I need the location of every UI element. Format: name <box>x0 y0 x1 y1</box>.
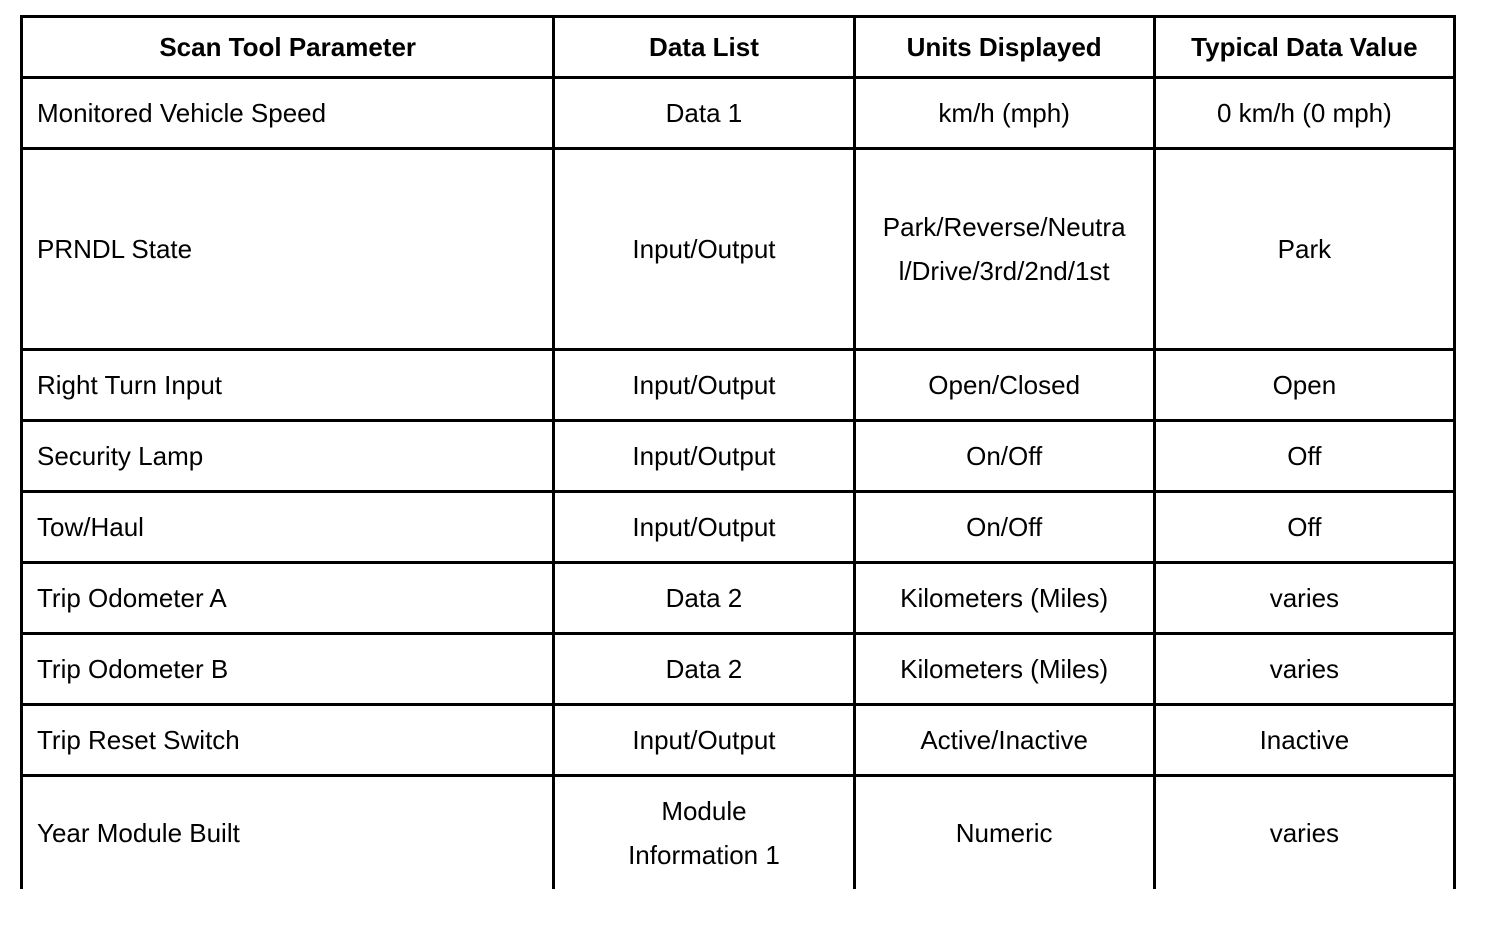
table-row <box>22 421 1455 492</box>
cell-data-list: Input/Output <box>554 421 854 492</box>
cell-parameter: PRNDL State <box>22 149 554 350</box>
table-row <box>22 350 1455 421</box>
table-row <box>22 78 1455 149</box>
cell-parameter: Security Lamp <box>22 421 554 492</box>
cell-units: Kilometers (Miles) <box>854 563 1154 634</box>
cell-data-list: Input/Output <box>554 149 854 350</box>
cell-data-list: Data 1 <box>554 78 854 149</box>
cell-units: On/Off <box>854 421 1154 492</box>
cell-parameter: Tow/Haul <box>22 492 554 563</box>
cell-data-list: Data 2 <box>554 634 854 705</box>
cell-parameter: Right Turn Input <box>22 350 554 421</box>
cell-units: Active/Inactive <box>854 705 1154 776</box>
header-units-displayed: Units Displayed <box>854 17 1154 78</box>
table-row <box>22 149 1455 350</box>
table-row <box>22 563 1455 634</box>
cell-units: On/Off <box>854 492 1154 563</box>
cell-parameter: Trip Odometer A <box>22 563 554 634</box>
scan-tool-parameter-table <box>20 15 1456 889</box>
table-body <box>22 78 1455 890</box>
table-row <box>22 776 1455 890</box>
table-row <box>22 634 1455 705</box>
header-typical-data-value: Typical Data Value <box>1154 17 1454 78</box>
cell-parameter: Year Module Built <box>22 776 554 890</box>
table-row <box>22 705 1455 776</box>
cell-units: km/h (mph) <box>854 78 1154 149</box>
cell-data-list: Input/Output <box>554 350 854 421</box>
cell-data-list: Input/Output <box>554 492 854 563</box>
cell-typical-value: Park <box>1154 149 1454 350</box>
cell-data-list <box>554 776 854 890</box>
cell-units <box>854 149 1154 350</box>
cell-typical-value: varies <box>1154 776 1454 890</box>
cell-data-list: Input/Output <box>554 705 854 776</box>
cell-typical-value: 0 km/h (0 mph) <box>1154 78 1454 149</box>
header-scan-tool-parameter: Scan Tool Parameter <box>22 17 554 78</box>
units-wrapped-text: Park/Reverse/Neutral/Drive/3rd/2nd/1st <box>882 212 1126 286</box>
data-list-wrapped-text: Module Information 1 <box>628 796 780 870</box>
cell-units: Numeric <box>854 776 1154 890</box>
cell-parameter: Monitored Vehicle Speed <box>22 78 554 149</box>
cell-data-list: Data 2 <box>554 563 854 634</box>
cell-parameter: Trip Odometer B <box>22 634 554 705</box>
cell-units: Kilometers (Miles) <box>854 634 1154 705</box>
header-row <box>22 17 1455 78</box>
cell-units: Open/Closed <box>854 350 1154 421</box>
table-row <box>22 492 1455 563</box>
cell-typical-value: Off <box>1154 492 1454 563</box>
cell-typical-value: Open <box>1154 350 1454 421</box>
header-data-list: Data List <box>554 17 854 78</box>
cell-typical-value: Off <box>1154 421 1454 492</box>
table-header <box>22 17 1455 78</box>
cell-typical-value: varies <box>1154 563 1454 634</box>
cell-parameter: Trip Reset Switch <box>22 705 554 776</box>
cell-typical-value: Inactive <box>1154 705 1454 776</box>
cell-typical-value: varies <box>1154 634 1454 705</box>
